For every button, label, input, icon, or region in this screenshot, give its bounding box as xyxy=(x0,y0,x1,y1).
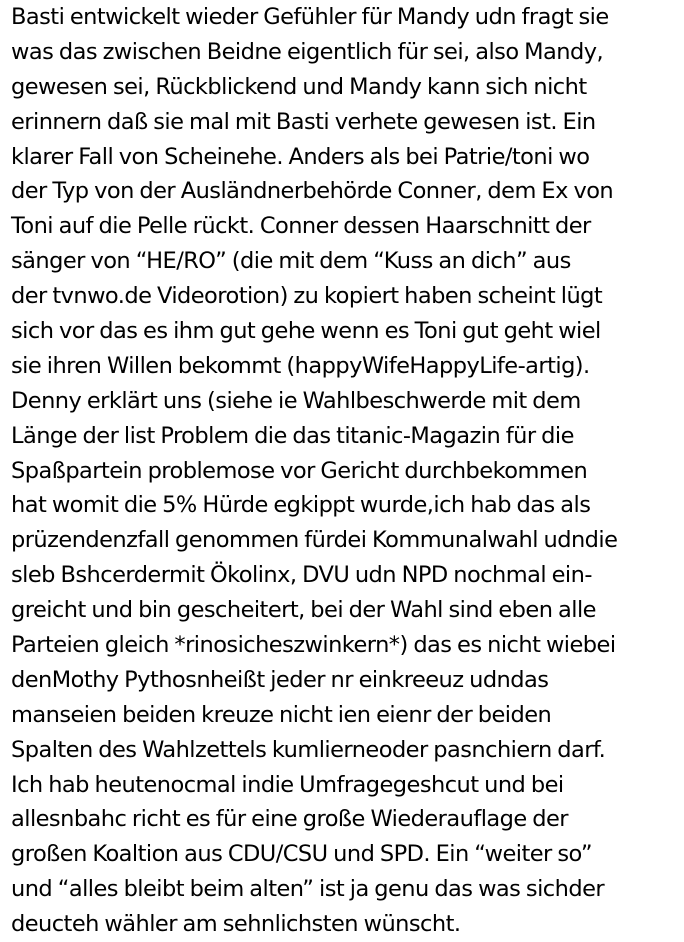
text-line: allesnbahc richt es für eine große Wiederauflage der xyxy=(11,806,568,833)
text-line: Spalten des Wahlzettels kumlierneoder pasnchiern darf. xyxy=(11,736,606,763)
text-line: und “alles bleibt beim alten” ist ja genu das was sichder xyxy=(11,876,605,903)
text-line: prüzendenzfall genommen fürdei Kommunalwahl udndie xyxy=(11,527,618,554)
text-line: denMothy Pythosnheißt jeder nr einkreeuz udndas xyxy=(11,666,549,693)
text-line: erinnern daß sie mal mit Basti verhete gewesen ist. Ein xyxy=(11,108,596,135)
text-line: gewesen sei, Rückblickend und Mandy kann sich nicht xyxy=(11,73,587,100)
text-line: Länge der list Problem die das titanic-Magazin für die xyxy=(11,422,574,449)
text-line: Toni auf die Pelle rückt. Conner dessen Haarschnitt der xyxy=(11,213,591,240)
text-line: was das zwischen Beidne eigentlich für sei, also Mandy, xyxy=(11,38,604,65)
text-line: greicht und bin gescheitert, bei der Wahl sind eben alle xyxy=(11,597,596,624)
text-line: der tvnwo.de Videorotion) zu kopiert haben scheint lügt xyxy=(11,283,603,310)
text-line: sänger von “HE/RO” (die mit dem “Kuss an dich” aus xyxy=(11,248,571,275)
text-line: klarer Fall von Scheinehe. Anders als bei Patrie/toni wo xyxy=(11,143,590,170)
text-line: Ich hab heutenocmal indie Umfragegeshcut und bei xyxy=(11,771,564,798)
text-line: sleb Bshcerdermit Ökolinx, DVU udn NPD nochmal ein- xyxy=(11,562,592,589)
text-line: Spaßpartein problemose vor Gericht durchbekommen xyxy=(11,457,588,484)
text-line: Denny erklärt uns (siehe ie Wahlbeschwerde mit dem xyxy=(11,387,581,414)
text-line: hat womit die 5% Hürde egkippt wurde,ich hab das als xyxy=(11,492,591,519)
text-line: Parteien gleich *rinosicheszwinkern*) das es nicht wiebei xyxy=(11,632,616,659)
text-line: Basti entwickelt wieder Gefühler für Mandy udn fragt sie xyxy=(11,4,609,30)
text-line: großen Koaltion aus CDU/CSU und SPD. Ein “weiter so” xyxy=(11,841,593,868)
text-line: sich vor das es ihm gut gehe wenn es Toni gut geht wiel xyxy=(11,318,601,345)
body-paragraph xyxy=(11,0,681,942)
text-line: sie ihren Willen bekommt (happyWifeHappyLife-artig). xyxy=(11,352,590,379)
text-line: deucteh wähler am sehnlichsten wünscht. xyxy=(11,911,461,938)
text-line: der Typ von der Ausländnerbehörde Conner, dem Ex von xyxy=(11,178,614,205)
text-line: manseien beiden kreuze nicht ien eienr der beiden xyxy=(11,701,552,728)
